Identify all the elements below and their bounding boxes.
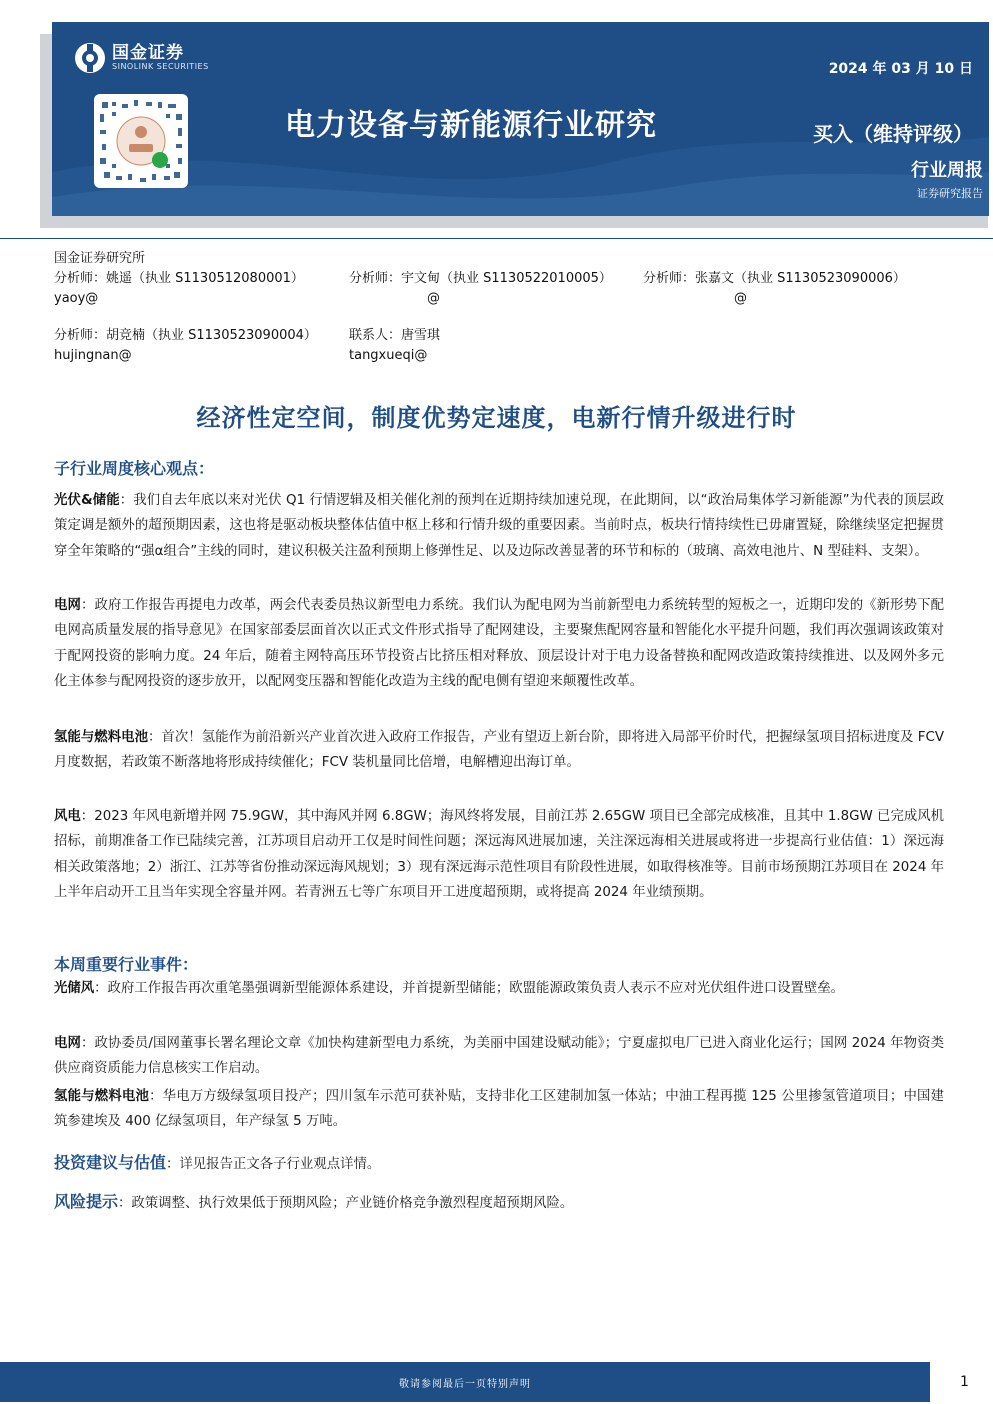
footer-disclaimer-note[interactable]: 敬请参阅最后一页特别声明: [399, 1379, 531, 1390]
analyst-hu-email[interactable]: hujingnan@: [54, 348, 132, 363]
core-wind: [54, 804, 944, 906]
risk-warning: [54, 1191, 573, 1215]
risk-text: ：政策调整、执行效果低于预期风险；产业链价格竞争激烈程度超预期风险。: [118, 1196, 574, 1211]
analyst-yuwen-email[interactable]: @: [427, 291, 440, 306]
para-lead: 氢能与燃料电池: [54, 730, 149, 745]
para-text: ：2023 年风电新增并网 75.9GW，其中海风并网 6.8GW；海风终将发展，目前江苏 2.65GW 项目已全部完成核准，且其中 1.8GW 已完成风机招标，前期准备工作已陆续完善，江苏项目启动开工仅是时间性问题；深远海风进展加速，关注深远海相关进展或将进一步提高行业估值：1）深远海相关政策落地；2）浙江、江苏等省份推动深远海风规划；3）现有深远海示范性项目有阶段性进展，如取得核准等。目前市场预期江苏项目在 2024 年上半年启动开工且当年实现全容量并网。若青洲五七等广东项目开工进度超预期，或将提高 2024 年业绩预期。: [54, 809, 945, 901]
event-pv-storage-wind: [54, 976, 944, 1001]
page-number: 1: [960, 1374, 969, 1390]
para-text: ：首次！氢能作为前沿新兴产业首次进入政府工作报告，产业有望迈上新台阶，即将进入局部平价时代，把握绿氢项目招标进度及 FCV 月度数据，若政策不断落地将形成持续催化；FCV 装机量同比倍增，电解槽迎出海订单。: [54, 730, 945, 771]
report-type: 行业周报: [911, 160, 983, 181]
investment-text: ：详见报告正文各子行业观点详情。: [166, 1157, 381, 1172]
section-events-title: 本周重要行业事件：: [54, 955, 199, 974]
report-subtype: 证券研究报告: [917, 187, 983, 200]
investment-title: 投资建议与估值: [54, 1153, 167, 1172]
report-date: 2024 年 03 月 10 日: [828, 61, 973, 77]
para-lead: 电网: [54, 598, 81, 613]
report-title: 电力设备与新能源行业研究: [285, 108, 657, 143]
analyst-yuwen: 分析师：宇文甸（执业 S1130522010005）: [349, 271, 612, 286]
qr-code-icon: [94, 94, 188, 188]
para-text: ：华电万方级绿氢项目投产；四川氢车示范可获补贴，支持非化工区建制加氢一体站；中油工程再揽 125 公里掺氢管道项目；中国建筑参建埃及 400 亿绿氢项目，年产绿氢 5 万吨。: [54, 1089, 945, 1130]
header-divider: [0, 238, 993, 239]
event-hydrogen: [54, 1084, 944, 1135]
institute-name: 国金证券研究所: [54, 251, 146, 266]
analyst-zhang-email[interactable]: @: [734, 291, 747, 306]
analyst-info: [54, 249, 954, 366]
para-text: ：政协委员/国网董事长署名理论文章《加快构建新型电力系统，为美丽中国建设赋动能》；宁夏虚拟电厂已进入商业化运行；国网 2024 年物资类供应商资质能力信息核实工作启动。: [54, 1036, 944, 1077]
para-lead: 光储风: [54, 981, 95, 996]
company-logo: [74, 42, 209, 74]
header-banner: [52, 22, 989, 216]
report-headline: 经济性定空间，制度优势定速度，电新行情升级进行时: [196, 404, 797, 432]
qr-code[interactable]: [94, 94, 188, 188]
investment-advice: [54, 1152, 380, 1176]
contact-tang-email[interactable]: tangxueqi@: [349, 348, 428, 363]
para-lead: 光伏&储能: [54, 493, 120, 508]
analyst-hu: 分析师：胡竞楠（执业 S1130523090004）: [54, 328, 317, 343]
contact-tang: 联系人：唐雪琪: [349, 328, 441, 343]
para-text: ：政府工作报告再提电力改革，两会代表委员热议新型电力系统。我们认为配电网为当前新型电力系统转型的短板之一，近期印发的《新形势下配电网高质量发展的指导意见》在国家部委层面首次以正式文件形式指导了配网建设，主要聚焦配网容量和智能化水平提升问题，我们再次强调该政策对于配网投资的影响力度。24 年后，随着主网特高压环节投资占比挤压相对释放、顶层设计对于电力设备替换和配网改造政策持续推进、以及网外多元化主体参与配网投资的逐步放开，以配网变压器和智能化改造为主线的配电侧有望迎来颠覆性改革。: [54, 598, 945, 690]
analyst-yao-email[interactable]: yaoy@: [54, 291, 99, 306]
rating-badge: 买入（维持评级）: [813, 122, 973, 146]
para-lead: 电网: [54, 1036, 81, 1051]
para-lead: 氢能与燃料电池: [54, 1089, 150, 1104]
section-core-views-title: 子行业周度核心观点：: [54, 459, 215, 478]
sinolink-logo-icon: [74, 42, 106, 74]
logo-cn-text: 国金证券: [112, 43, 184, 63]
para-text: ：我们自去年底以来对光伏 Q1 行情逻辑及相关催化剂的预判在近期持续加速兑现，在此期间，以“政治局集体学习新能源”为代表的顶层政策定调是额外的超预期因素，这也将是驱动板块整体估值中枢上移和行情升级的重要因素。当前时点，板块行情持续性已毋庸置疑，除继续坚定把握贯穿全年策略的“强α组合”主线的同时，建议积极关注盈利预期上修弹性足、以及边际改善显著的环节和标的（玻璃、高效电池片、N 型硅料、支架）。: [54, 493, 944, 559]
para-lead: 风电: [54, 809, 81, 824]
risk-title: 风险提示: [54, 1192, 119, 1211]
analyst-yao: 分析师：姚遥（执业 S1130512080001）: [54, 271, 304, 286]
event-grid: [54, 1031, 944, 1082]
logo-en-text: SINOLINK SECURITIES: [112, 62, 209, 71]
core-pv-storage: [54, 488, 944, 564]
core-hydrogen: [54, 725, 944, 776]
para-text: ：政府工作报告再次重笔墨强调新型能源体系建设，并首提新型储能；欧盟能源政策负责人表示不应对光伏组件进口设置壁垒。: [94, 981, 845, 996]
analyst-zhang: 分析师：张嘉文（执业 S1130523090006）: [643, 271, 906, 286]
core-grid: [54, 593, 944, 695]
